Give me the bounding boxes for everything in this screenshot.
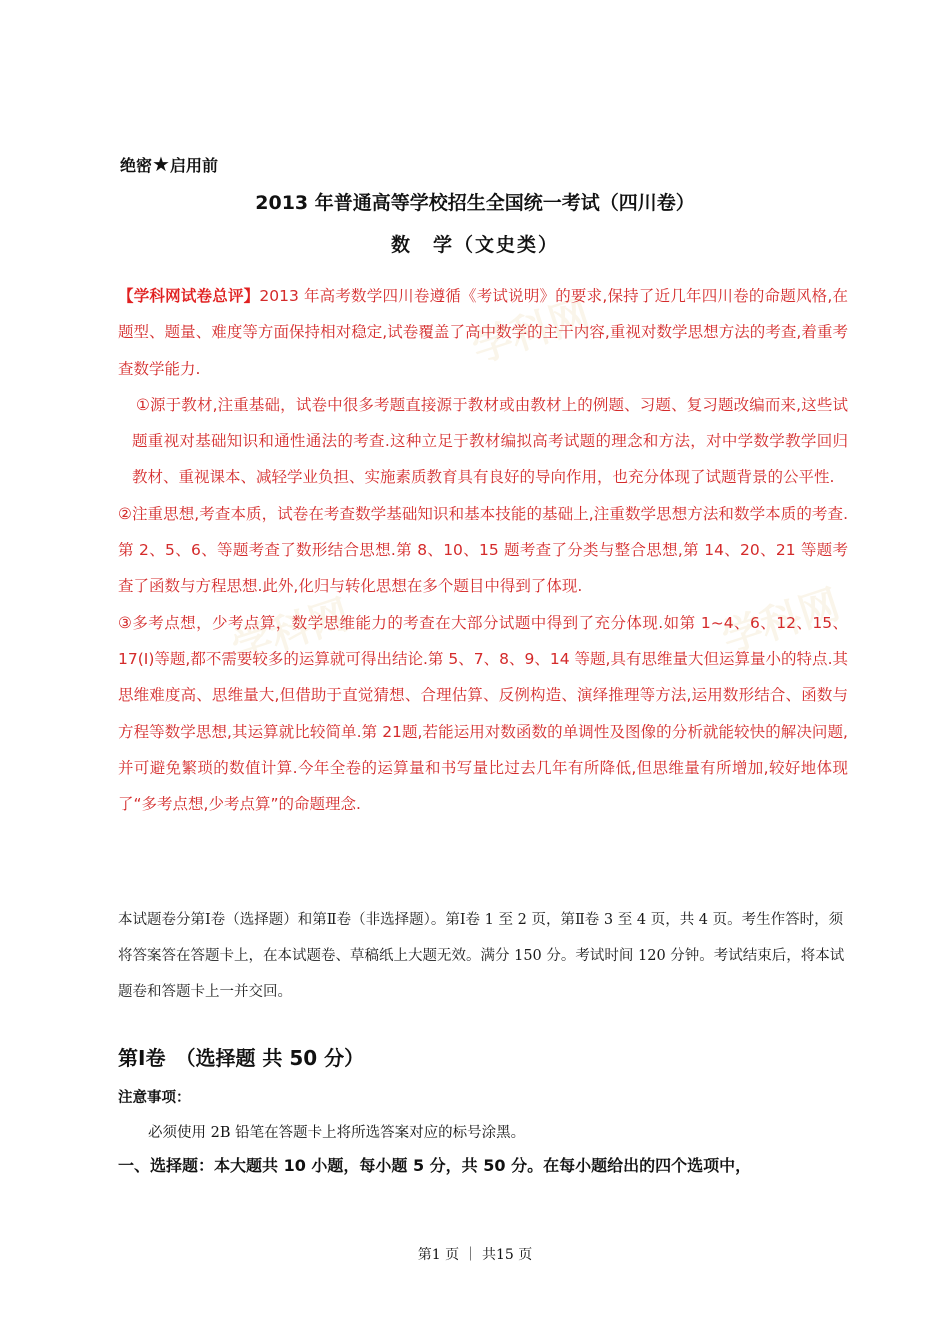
review-paragraph: ①源于教材,注重基础，试卷中很多考题直接源于教材或由教材上的例题、习题、复习题改编而来,这些试题重视对基础知识和通性通法的考查.这种立足于教材编拟高考试题的理念和方法，对中学数学教学回归教材、重视课本、减轻学业负担、实施素质教育具有良好的导向作用，也充分体现了试题背景的公平性. <box>132 395 848 487</box>
confidential-prefix: 绝密 <box>120 156 153 175</box>
star-icon: ★ <box>152 152 170 176</box>
notice-title: 注意事项： <box>118 1090 191 1106</box>
confidential-label <box>120 152 218 176</box>
instructions-paragraph: 本试题卷分第Ⅰ卷（选择题）和第Ⅱ卷（非选择题）。第Ⅰ卷 1 至 2 页，第Ⅱ卷 3 至 4 页，共 4 页。考生作答时，须将答案答在答题卡上，在本试题卷、草稿纸上大题无效。满分 150 分。考试时间 120 分钟。考试结束后，将本试题卷和答题卡上一并交回。 <box>118 912 845 1000</box>
notice-body: 必须使用 2B 铅笔在答题卡上将所选答案对应的标号涂黑。 <box>148 1125 526 1141</box>
exam-subtitle: 数 学（文史类） <box>390 234 559 256</box>
watermark: 学科网 <box>466 291 596 373</box>
review-paragraph: ③多考点想，少考点算，数学思维能力的考查在大部分试题中得到了充分体现.如第 1~4、6、12、15、17(Ⅰ)等题,都不需要较多的运算就可得出结论.第 5、7、8、9、14 等题,具有思维量大但运算量小的特点.其思维难度高、思维量大,但借助于直觉猜想、合理估算、反例构造、演绎推理等方法,运用数形结合、函数与方程等数学思想,其运算就比较简单.第 21题,若能运用对数函数的单调性及图像的分析就能较快的解决问题,并可避免繁琐的数值计算.今年全卷的运算量和书写量比过去几年有所降低,但思维量有所增加,较好地体现了“多考点想,少考点算”的命题理念. <box>118 613 848 814</box>
exam-title: 2013 年普通高等学校招生全国统一考试（四川卷） <box>255 192 695 214</box>
exam-review <box>118 278 848 822</box>
review-paragraph: ②注重思想,考查本质，试卷在考查数学基础知识和基本技能的基础上,注重数学思想方法和数学本质的考查.第 2、5、6、等题考查了数形结合思想.第 8、10、15 题考查了分类与整合思想,第 14、20、21 等题考查了函数与方程思想.此外,化归与转化思想在多个题目中得到了体现. <box>118 504 848 596</box>
watermark: 学科网 <box>226 591 356 673</box>
exam-instructions <box>118 902 846 1010</box>
review-lead: 【学科网试卷总评】 <box>118 287 260 305</box>
watermark: 学科网 <box>716 581 846 663</box>
review-text: 2013 年高考数学四川卷遵循《考试说明》的要求,保持了近几年四川卷的命题风格,在题型、题量、难度等方面保持相对稳定,试卷覆盖了高中数学的主干内容,重视对数学思想方法的考查,着重考查数学能力. <box>118 287 848 378</box>
confidential-suffix: 启用前 <box>169 156 218 175</box>
page-footer: 第1 页 ｜ 共15 页 <box>417 1247 533 1263</box>
section-title: 第Ⅰ卷 （选择题 共 50 分） <box>118 1046 365 1070</box>
review-paragraph <box>118 278 848 387</box>
question-heading: 一、选择题：本大题共 10 小题，每小题 5 分，共 50 分。在每小题给出的四个选项中， <box>118 1156 752 1175</box>
